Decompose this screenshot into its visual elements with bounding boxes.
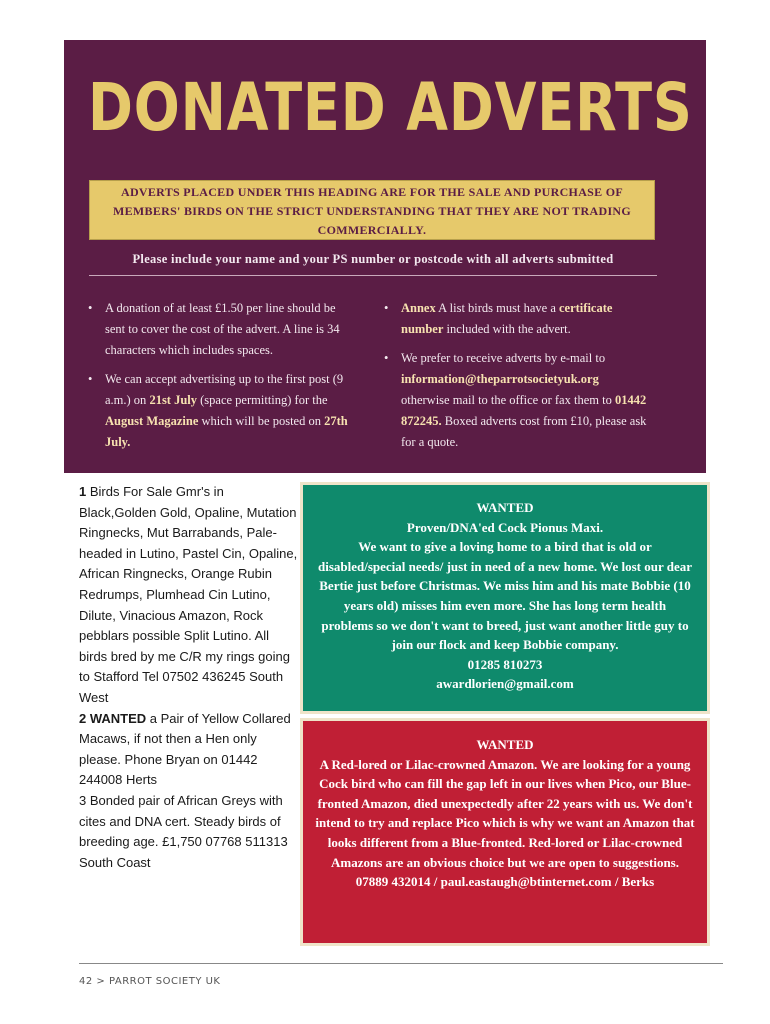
submission-email[interactable]: information@theparrotsocietyuk.org — [401, 372, 599, 386]
ad-item: 3 Bonded pair of African Greys with cites and DNA cert. Steady birds of breeding age. £1,750 07768 511313 South Coast — [79, 792, 288, 870]
box-phone: 01285 810273 — [467, 656, 543, 672]
wanted-box-amazon — [303, 721, 707, 943]
rules-column-left — [88, 298, 354, 461]
footer-divider — [79, 963, 723, 964]
box-subheading: Proven/DNA'ed Cock Pionus Maxi. — [406, 519, 604, 535]
box-heading: WANTED — [476, 500, 534, 515]
page-footer: 42 > PARROT SOCIETY UK — [79, 976, 221, 987]
office-phone: 01442 872245. — [401, 393, 647, 428]
header-panel — [64, 40, 706, 473]
rule-annex: • Annex A list birds must have a certificate number included with the advert. — [384, 298, 650, 340]
rules-column-right — [384, 298, 650, 461]
rule-donation: • A donation of at least £1.50 per line should be sent to cover the cost of the advert. A line is 34 characters which includes spaces. — [88, 298, 354, 361]
box-heading: WANTED — [476, 737, 534, 752]
box-body: A Red-lored or Lilac-crowned Amazon. We are looking for a young Cock bird who can fill the gap left in our lives when Pico, our Blue-fronted Amazon, died unexpectedly after 22 years with us. We don't intend to try and replace Pico which is why we want an Amazon that looks different from a Blue-fronted. Red-lored or Lilac-crowned Amazons are an obvious choice but we are open to suggestions. — [315, 756, 695, 870]
include-instruction: Please include your name and your PS number or postcode with all adverts submitted — [89, 252, 657, 276]
ad-item: 2 WANTED a Pair of Yellow Collared Macaws, if not then a Hen only please. Phone Bryan on 01442 244008 Herts — [79, 710, 291, 788]
ad-item: 1 Birds For Sale Gmr's in Black,Golden Gold, Opaline, Mutation Ringnecks, Mut Barrabands, Pale-headed in Lutino, Pastel Cin, Opaline, African Ringnecks, Orange Rubin Redrumps, Plumhead Cin Lutino, Dilute, Vinacious Amazon, Rock pebblars possible Split Lutino. All birds bred by me C/R my rings going to Stafford Tel 07502 436245 South West — [79, 484, 298, 705]
post-date: 27th July. — [105, 414, 348, 449]
page-title: DONATED ADVERTS — [88, 69, 693, 146]
box-body: We want to give a loving home to a bird that is old or disabled/special needs/ just in need of a new home. We lost our dear Bertie just before Christmas. We miss him and his mate Bobbie (10 years old) misses him even more. She has long term health problems so we don't want to breed, just want another little guy to join our flock and keep Bobbie company. — [317, 539, 693, 653]
rule-submission: • We prefer to receive adverts by e-mail to information@theparrotsocietyuk.org otherwise mail to the office or fax them to 01442 872245. Boxed adverts cost from £10, please ask for a quote. — [384, 348, 650, 453]
magazine-issue: August Magazine — [105, 414, 199, 428]
wanted-box-pionus — [303, 485, 707, 711]
rule-deadline: • We can accept advertising up to the first post (9 a.m.) on 21st July (space permitting) for the August Magazine which will be posted on 27th July. — [88, 369, 354, 453]
classified-ads — [79, 482, 299, 873]
deadline-date: 21st July — [149, 393, 198, 407]
box-email[interactable]: awardlorien@gmail.com — [436, 676, 574, 692]
box-contact[interactable]: 07889 432014 / paul.eastaugh@btinternet.com / Berks — [355, 874, 655, 890]
notice-box: ADVERTS PLACED UNDER THIS HEADING ARE FOR THE SALE AND PURCHASE OF MEMBERS' BIRDS ON THE STRICT UNDERSTANDING THAT THEY ARE NOT TRADING COMMERCIALLY. — [89, 180, 655, 240]
